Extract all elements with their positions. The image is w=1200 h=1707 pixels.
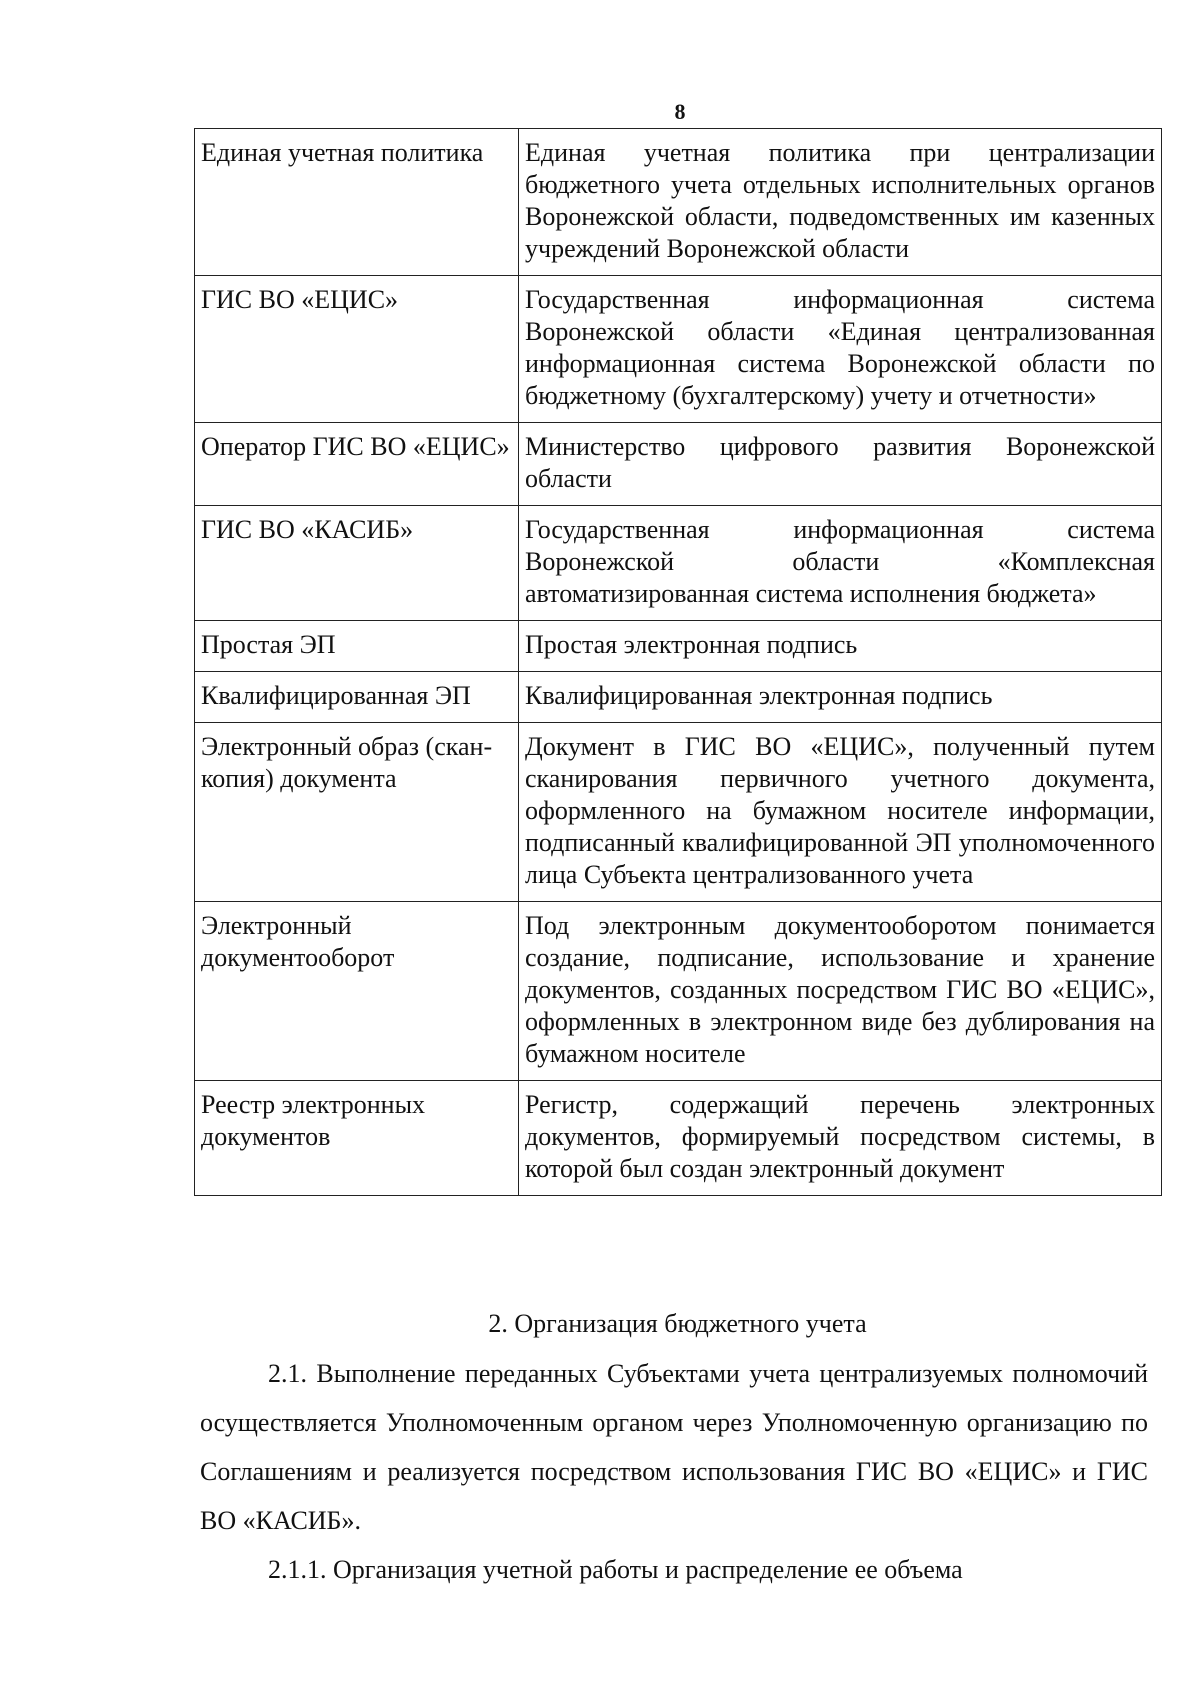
definition-term: ГИС ВО «КАСИБ» xyxy=(195,506,519,621)
table-row xyxy=(195,1081,1162,1196)
definition-description: Государственная информационная система Воронежской области «Единая централизованная информационная система Воронежской области по бюджетному (бухгалтерскому) учету и отчетности» xyxy=(519,276,1162,423)
definition-description: Министерство цифрового развития Воронежской области xyxy=(519,423,1162,506)
table-row xyxy=(195,723,1162,902)
table-row xyxy=(195,129,1162,276)
table-row xyxy=(195,276,1162,423)
definition-term: Реестр электронных документов xyxy=(195,1081,519,1196)
paragraph-2-1: 2.1. Выполнение переданных Субъектами учета централизуемых полномочий осуществляется Уполномоченным органом через Уполномоченную организацию по Соглашениям и реализуется посредством использования ГИС ВО «ЕЦИС» и ГИС ВО «КАСИБ». xyxy=(200,1359,1148,1535)
definition-description: Квалифицированная электронная подпись xyxy=(519,672,1162,723)
definition-term: Электронный документооборот xyxy=(195,902,519,1081)
definition-term: Квалифицированная ЭП xyxy=(195,672,519,723)
definition-description: Документ в ГИС ВО «ЕЦИС», полученный путем сканирования первичного учетного документа, оформленного на бумажном носителе информации, подписанный квалифицированной ЭП уполномоченного лица Субъекта централизованного учета xyxy=(519,723,1162,902)
definitions-table xyxy=(194,128,1162,1196)
table-row xyxy=(195,423,1162,506)
definition-description: Регистр, содержащий перечень электронных документов, формируемый посредством системы, в которой был создан электронный документ xyxy=(519,1081,1162,1196)
page-number: 8 xyxy=(674,99,686,124)
definition-term: ГИС ВО «ЕЦИС» xyxy=(195,276,519,423)
definition-description: Простая электронная подпись xyxy=(519,621,1162,672)
table-row xyxy=(195,506,1162,621)
definition-term: Единая учетная политика xyxy=(195,129,519,276)
definition-description: Под электронным документооборотом понимается создание, подписание, использование и хранение документов, созданных посредством ГИС ВО «ЕЦИС», оформленных в электронном виде без дублирования на бумажном носителе xyxy=(519,902,1162,1081)
definition-description: Единая учетная политика при централизации бюджетного учета отдельных исполнительных органов Воронежской области, подведомственных им казенных учреждений Воронежской области xyxy=(519,129,1162,276)
table-row xyxy=(195,672,1162,723)
table-row xyxy=(195,621,1162,672)
table-row xyxy=(195,902,1162,1081)
definition-term: Оператор ГИС ВО «ЕЦИС» xyxy=(195,423,519,506)
definition-term: Простая ЭП xyxy=(195,621,519,672)
definition-description: Государственная информационная система Воронежской области «Комплексная автоматизированная система исполнения бюджета» xyxy=(519,506,1162,621)
section-heading: 2. Организация бюджетного учета xyxy=(488,1309,867,1338)
definition-term: Электронный образ (скан-копия) документа xyxy=(195,723,519,902)
paragraph-2-1-1: 2.1.1. Организация учетной работы и распределение ее объема xyxy=(268,1555,963,1584)
